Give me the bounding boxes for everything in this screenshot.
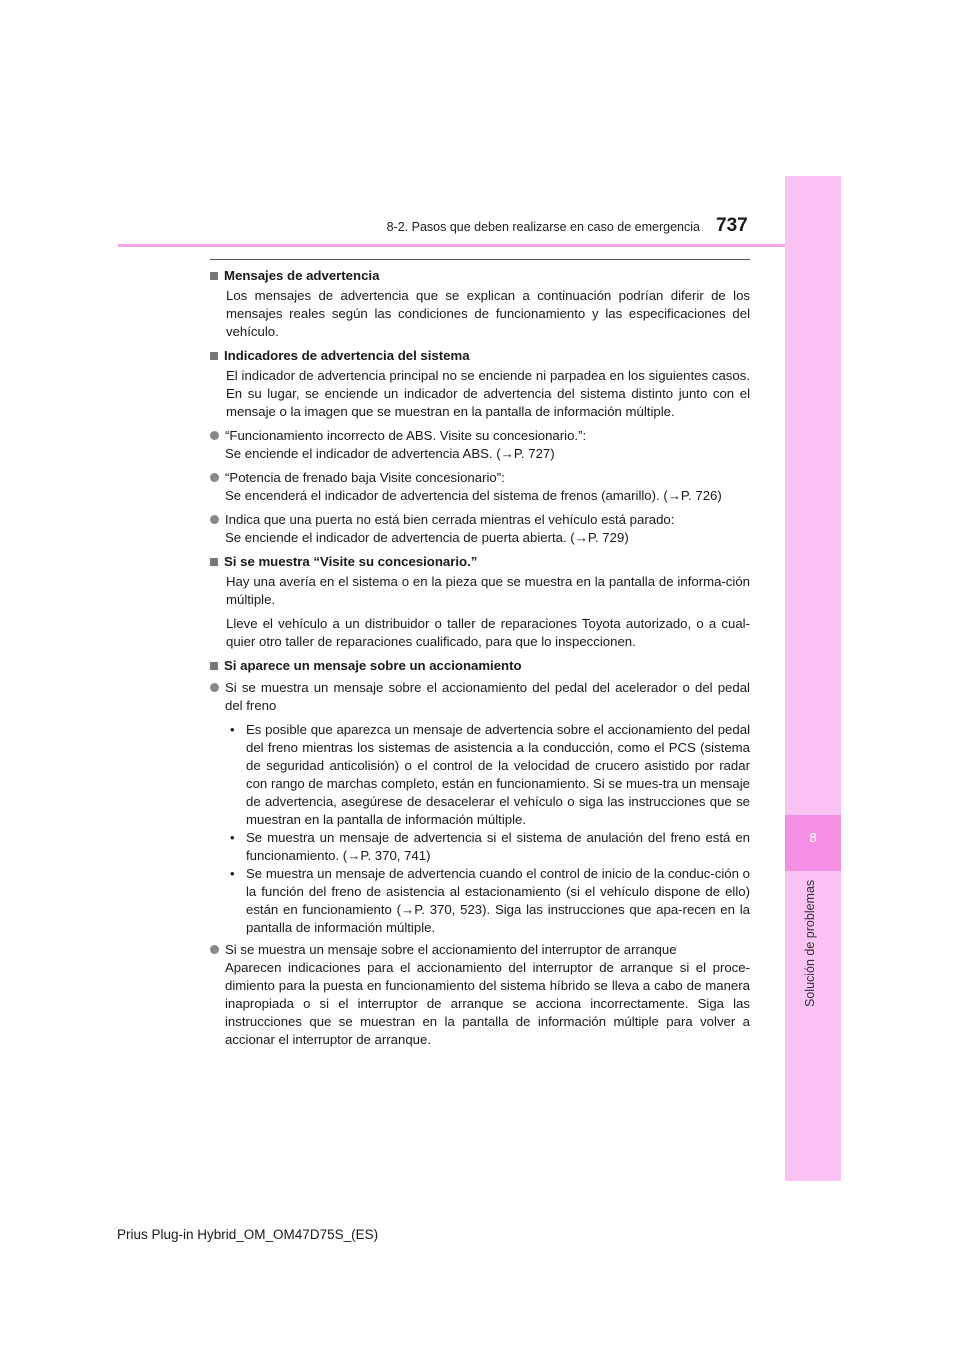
- square-bullet-icon: [210, 272, 218, 280]
- section-heading: [210, 553, 750, 571]
- section-heading: [210, 267, 750, 285]
- list-item: [210, 941, 750, 1049]
- square-bullet-icon: [210, 352, 218, 360]
- list-item-line: Aparecen indicaciones para el accionamiento del interruptor de arranque si el proce-dimiento para la puesta en funcionamiento del sistema híbrido se lleva a cabo de manera inapropiada o si el interruptor de arranque se acciona incorrectamente. Siga las instrucciones que se muestran en la pantalla de información múltiple para volver a accionar el interruptor de arranque.: [225, 960, 750, 1047]
- paragraph: Hay una avería en el sistema o en la pieza que se muestra en la pantalla de informa-ción múltiple.: [226, 574, 750, 607]
- list-item-body: [225, 511, 750, 547]
- list-item-line: Indica que una puerta no está bien cerrada mientras el vehículo está parado:: [225, 512, 675, 527]
- sub-list-text: Se muestra un mensaje de advertencia cuando el control de inicio de la conduc-ción o la función del freno de asistencia al estacionamiento (si el vehículo dispone de ello) están en funcionamiento (→P. 370, 523). Siga las instrucciones que apa-recen en la pantalla de información múltiple.: [246, 866, 750, 935]
- section-operation-message: [210, 657, 750, 1049]
- chapter-label: Solución de problemas: [803, 880, 817, 1008]
- section-heading: [210, 347, 750, 365]
- chapter-number: 8: [809, 830, 817, 845]
- paragraph: Lleve el vehículo a un distribuidor o taller de reparaciones Toyota autorizado, o a cual-quier otro taller de reparaciones cualificado, para que lo inspeccionen.: [226, 616, 750, 649]
- heading-text: Mensajes de advertencia: [224, 268, 380, 283]
- list-item-line: Si se muestra un mensaje sobre el accionamiento del interruptor de arranque: [225, 942, 677, 957]
- paragraph: El indicador de advertencia principal no se enciende ni parpadea en los siguientes casos. En su lugar, se enciende un indicador de advertencia del sistema distinto junto con el mensaje o la imagen que se muestran en la pantalla de información múltiple.: [226, 368, 750, 419]
- list-item-line: “Funcionamiento incorrecto de ABS. Visite su concesionario.”:: [225, 428, 587, 443]
- list-item-body: [225, 679, 750, 715]
- sub-list-text: Es posible que aparezca un mensaje de advertencia sobre el accionamiento del pedal del freno mientras los sistemas de asistencia a la conducción, como el PCS (sistema de seguridad anticolisión) o el control de la velocidad de crucero asistido por radar con rango de marchas completo, están en funcionamiento. Si se mues-tra un mensaje de advertencia, asegúrese de desacelerar el vehículo o siga las instrucciones que se muestran en la pantalla de información múltiple.: [246, 722, 750, 827]
- small-bullet-icon: •: [230, 830, 235, 845]
- circle-bullet-icon: [210, 431, 219, 440]
- heading-text: Si aparece un mensaje sobre un accionamiento: [224, 658, 522, 673]
- square-bullet-icon: [210, 662, 218, 670]
- section-title: 8-2. Pasos que deben realizarse en caso de emergencia: [386, 220, 700, 234]
- list-item: [210, 427, 750, 463]
- list-item: [210, 679, 750, 715]
- sub-list-item: [226, 829, 750, 865]
- circle-bullet-icon: [210, 945, 219, 954]
- list-item-line: Se enciende el indicador de advertencia de puerta abierta. (→P. 729): [225, 530, 629, 545]
- sub-list-item: [226, 721, 750, 829]
- small-bullet-icon: •: [230, 866, 235, 881]
- section-system-indicators: [210, 347, 750, 547]
- header-rule: [118, 244, 841, 247]
- page-number: 737: [716, 215, 748, 236]
- list-item-line: Si se muestra un mensaje sobre el accionamiento del pedal del acelerador o del pedal del freno: [225, 680, 750, 713]
- list-item-body: [225, 941, 750, 1049]
- circle-bullet-icon: [210, 473, 219, 482]
- list-item: [210, 511, 750, 547]
- section-warning-messages: [210, 267, 750, 341]
- list-item-line: Se enciende el indicador de advertencia ABS. (→P. 727): [225, 446, 555, 461]
- list-item-line: Se encenderá el indicador de advertencia del sistema de frenos (amarillo). (→P. 726): [225, 488, 722, 503]
- heading-text: Indicadores de advertencia del sistema: [224, 348, 470, 363]
- sub-list-item: [226, 865, 750, 937]
- small-bullet-icon: •: [230, 722, 235, 737]
- circle-bullet-icon: [210, 683, 219, 692]
- content-rule: [210, 259, 750, 260]
- list-item-body: [225, 427, 750, 463]
- page-body: [210, 267, 750, 1055]
- square-bullet-icon: [210, 558, 218, 566]
- paragraph: Los mensajes de advertencia que se explican a continuación podrían diferir de los mensajes reales según las condiciones de funcionamiento y las especificaciones del vehículo.: [226, 288, 750, 339]
- sub-list-text: Se muestra un mensaje de advertencia si el sistema de anulación del freno está en funcionamiento. (→P. 370, 741): [246, 830, 750, 863]
- section-visit-dealer: [210, 553, 750, 651]
- sub-list: [226, 721, 750, 937]
- section-heading: [210, 657, 750, 675]
- list-item-line: “Potencia de frenado baja Visite concesionario”:: [225, 470, 505, 485]
- document-footer: Prius Plug-in Hybrid_OM_OM47D75S_(ES): [117, 1227, 379, 1242]
- heading-text: Si se muestra “Visite su concesionario.”: [224, 554, 478, 569]
- list-item: [210, 469, 750, 505]
- list-item-body: [225, 469, 750, 505]
- circle-bullet-icon: [210, 515, 219, 524]
